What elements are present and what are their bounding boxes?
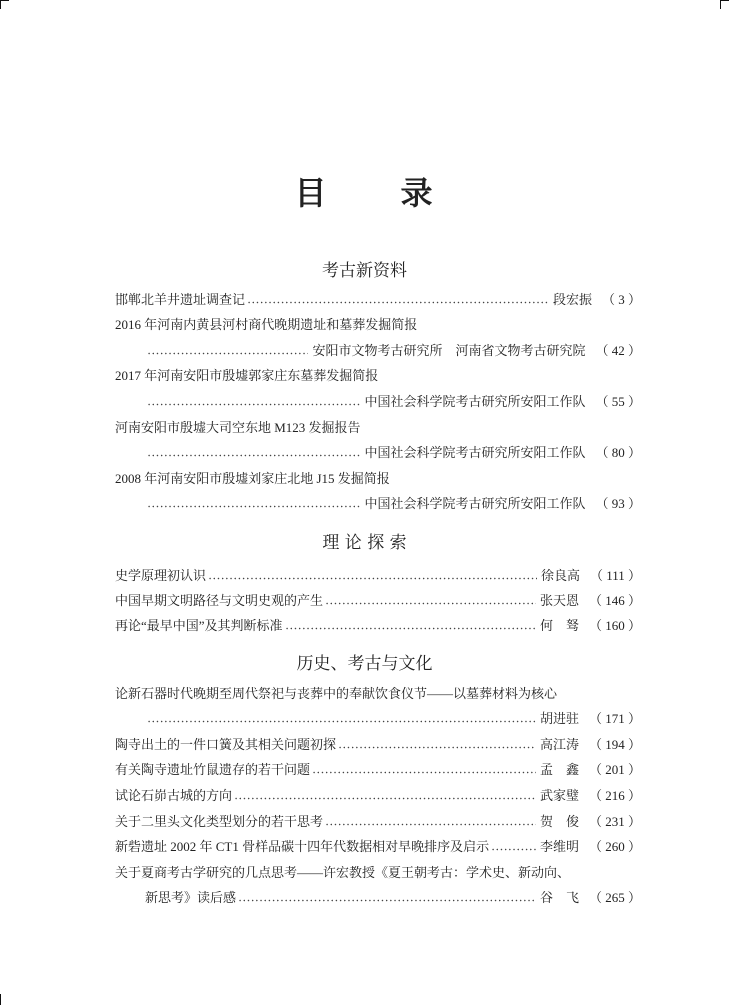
toc-entry[interactable]: [115, 287, 641, 309]
page-title-left: 目: [294, 175, 329, 211]
entry-title: 陶寺出土的一件口簧及其相关问题初探: [115, 736, 337, 752]
entry-title: 新砦遗址 2002 年 CT1 骨样品碳十四年代数据相对早晚排序及启示: [115, 839, 490, 855]
dot-leader: [325, 823, 536, 826]
page-title: [0, 168, 729, 214]
toc-entry-detail-line[interactable]: [145, 441, 641, 463]
toc-entry-title-line[interactable]: [115, 313, 641, 335]
toc-entry[interactable]: [115, 732, 641, 754]
toc-entry-title-line[interactable]: [115, 364, 641, 386]
toc-entry[interactable]: [115, 588, 641, 610]
crop-mark-top-right: [720, 0, 721, 9]
entry-title: 关于夏商考古学研究的几点思考——许宏教授《夏王朝考古：学术史、新动向、: [115, 864, 571, 880]
toc-entry[interactable]: [115, 563, 641, 585]
toc-entry-detail-line[interactable]: [145, 886, 641, 908]
toc-entry[interactable]: [115, 613, 641, 635]
toc-entry-title-line[interactable]: [115, 466, 641, 488]
dot-leader: [247, 301, 549, 304]
entry-title: 2017 年河南安阳市殷墟郭家庄东墓葬发掘简报: [115, 368, 379, 384]
entry-title: 2016 年河南内黄县河村商代晚期遗址和墓葬发掘简报: [115, 317, 418, 333]
toc-entry[interactable]: [115, 835, 641, 857]
entry-page: （ 111 ）: [589, 567, 641, 583]
dot-leader: [238, 899, 536, 902]
section-heading: 理 论 探 索: [322, 533, 407, 553]
entry-author: 张天恩: [539, 592, 579, 608]
entry-author: 段宏振: [552, 291, 592, 307]
dot-leader: [491, 848, 536, 851]
dot-leader: [338, 746, 536, 749]
entry-author: 中国社会科学院考古研究所安阳工作队: [364, 496, 586, 512]
entry-page: （ 194 ）: [588, 736, 641, 752]
entry-title: 关于二里头文化类型划分的若干思考: [115, 813, 324, 829]
entry-page: （ 265 ）: [588, 890, 641, 906]
entry-title-continued: 新思考》读后感: [145, 890, 237, 906]
entry-page: （ 146 ）: [588, 592, 641, 608]
dot-leader: [147, 352, 308, 355]
dot-leader: [208, 577, 537, 580]
toc-entry[interactable]: [115, 758, 641, 780]
section-heading: 历史、考古与文化: [296, 654, 433, 674]
entry-title: 试论石峁古城的方向: [115, 787, 233, 803]
entry-page: （ 93 ）: [595, 496, 641, 512]
toc-entry-detail-line[interactable]: [145, 492, 641, 514]
entry-author: 安阳市文物考古研究所 河南省文物考古研究院: [312, 342, 586, 358]
entry-page: （ 201 ）: [588, 762, 641, 778]
toc-entry-detail-line[interactable]: [145, 707, 641, 729]
entry-title: 2008 年河南安阳市殷墟刘家庄北地 J15 发掘简报: [115, 470, 390, 486]
entry-title: 再论“最早中国”及其判断标准: [115, 617, 283, 633]
entry-page: （ 80 ）: [595, 445, 641, 461]
entry-author: 何 驽: [539, 617, 579, 633]
page-title-right: 录: [400, 175, 435, 211]
dot-leader: [312, 771, 536, 774]
toc-entry[interactable]: [115, 809, 641, 831]
dot-leader: [285, 627, 536, 630]
entry-author: 高江涛: [539, 736, 579, 752]
entry-author: 孟 鑫: [539, 762, 579, 778]
crop-mark-top-left: [0, 0, 1, 9]
entry-author: 徐良高: [540, 567, 580, 583]
crop-mark-bottom-left: [0, 994, 1, 1005]
entry-page: （ 42 ）: [595, 342, 641, 358]
section-heading: 考古新资料: [322, 261, 407, 281]
toc-entry-detail-line[interactable]: [145, 389, 641, 411]
entry-title: 史学原理初认识: [115, 567, 207, 583]
entry-page: （ 160 ）: [588, 617, 641, 633]
entry-title: 中国早期文明路径与文明史观的产生: [115, 592, 324, 608]
entry-author: 中国社会科学院考古研究所安阳工作队: [364, 445, 586, 461]
entry-author: 胡进驻: [539, 711, 579, 727]
entry-title: 邯郸北羊井遗址调查记: [115, 291, 246, 307]
entry-author: 中国社会科学院考古研究所安阳工作队: [364, 393, 586, 409]
dot-leader: [147, 403, 360, 406]
toc-entry-title-line[interactable]: [115, 681, 641, 703]
toc-entry[interactable]: [115, 783, 641, 805]
entry-page: （ 216 ）: [588, 787, 641, 803]
entry-page: （ 171 ）: [588, 711, 641, 727]
toc-entry-title-line[interactable]: [115, 415, 641, 437]
dot-leader: [234, 797, 536, 800]
entry-page: （ 260 ）: [588, 839, 641, 855]
dot-leader: [325, 602, 536, 605]
entry-author: 谷 飞: [539, 890, 579, 906]
entry-page: （ 55 ）: [595, 393, 641, 409]
entry-title: 有关陶寺遗址竹鼠遗存的若干问题: [115, 762, 311, 778]
crop-mark-top-left: [0, 0, 9, 1]
entry-author: 李维明: [539, 839, 579, 855]
entry-page: （ 3 ）: [601, 291, 641, 307]
entry-author: 武家璧: [539, 787, 579, 803]
toc-entry-detail-line[interactable]: [145, 338, 641, 360]
dot-leader: [147, 454, 360, 457]
toc-entry-title-line[interactable]: [115, 860, 641, 882]
dot-leader: [147, 720, 536, 723]
entry-title: 河南安阳市殷墟大司空东地 M123 发掘报告: [115, 419, 361, 435]
crop-mark-top-right: [720, 0, 729, 1]
entry-title: 论新石器时代晚期至周代祭祀与丧葬中的奉献饮食仪节——以墓葬材料为核心: [115, 685, 558, 701]
entry-page: （ 231 ）: [588, 813, 641, 829]
dot-leader: [147, 505, 360, 508]
entry-author: 贺 俊: [539, 813, 579, 829]
